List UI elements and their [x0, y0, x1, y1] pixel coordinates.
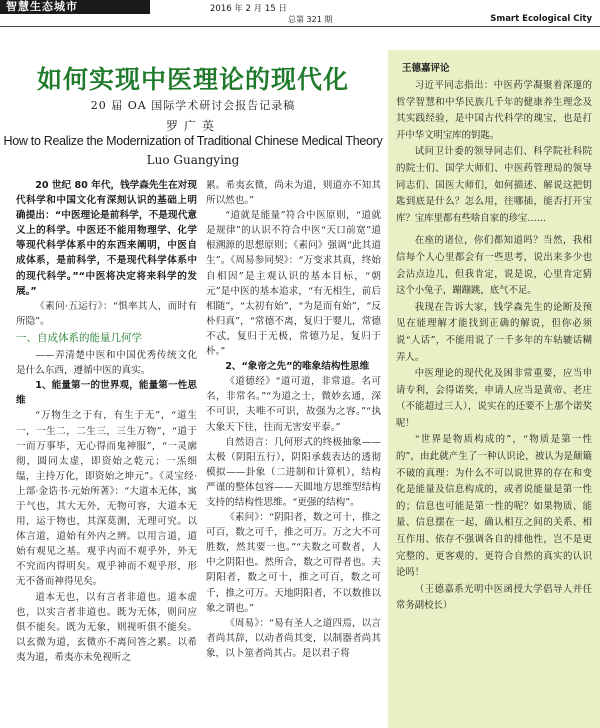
issue-date: 2016 年 2 月 15 日 [210, 4, 287, 14]
section-heading: 一、自成体系的能量几何学 [16, 331, 142, 344]
article-title-en: How to Realize the Modernization of Traditional Chinese Medical Theory [3, 134, 383, 148]
author-cn: 罗广英 [165, 119, 220, 133]
author-note: （王德嘉系光明中医函授大学倡导人并任常务副校长） [396, 583, 592, 612]
paragraph: 试问卫计委的领导同志们、科学院社科院的院士们、国学大师们、中医药管理局的领导同志们、国医大师们，如何描述、解说这把钥匙到底是什么？怎么用，往哪插，能否打开宝库？宝库里都有些啥自家的珍宝…… [396, 146, 592, 224]
paragraph: 《素问》：“阴阳者，数之可十，推之可百，数之可千，推之可万。万之大不可胜数，然其要一也。”“夫数之可数者，人中之阴阳也。然所合，数之可得者也。夫阴阳者，数之可十，推之可百，数之可千，推之可万。天地阴阳者，不以数推以象之谓也。” [206, 512, 381, 614]
paragraph: “道就是能量”符合中医原则，“道就是规律”的认识不符合中医“天口前宽”道根溯源的思想原则；《素问》强调“此其道生”。《周易参同契》：“万变求其真，终始自相因”是主观认识的基本目标，“朝元”是中医的基本追求，“有无相生，前后相随”，“太初有始”，“为是而有始”，“反朴归真”，“常德不离，复归于婴儿，常德不忒，复归于无极，常德乃足，复归于朴。” [206, 210, 381, 358]
article-subtitle: 20 届 OA 国际学术研讨会报告记录稿 [90, 99, 296, 112]
paragraph: 《道德经》“道可道，非常道。名可名，非常名。”“为道之士，微妙玄通，深不可识，夫唯不可识，故强为之容。”“执大象天下往，往而无害安平泰。” [206, 376, 381, 433]
paragraph: 在座的诸位，你们都知道吗？当然，我相信每个人心里都会有一些思考，说出来多少也会沾点边儿，但我肯定，说是说，心里肯定猜这个小兔子，蹦蹦跳，底气不足。 [396, 235, 592, 297]
subsection-heading: 2、“象帝之先”的唯象结构性思维 [225, 361, 370, 373]
paragraph: 《周易》：“易有圣人之道四焉，以言者尚其辞，以动者尚其变，以制器者尚其象，以卜筮者尚其占。是以君子将 [206, 617, 381, 659]
author-en: Luo Guangying [146, 153, 240, 167]
paragraph: 《素问·五运行》：“惧率其人，而时有所隐”。 [16, 300, 197, 327]
masthead: 智慧生态城市 [0, 0, 150, 14]
subsection-heading: 1、能量第一的世界观，能量第一性思维 [16, 380, 197, 407]
paragraph: 我现在告诉大家，钱学森先生的论断及预见在能理解才能找到正确的解说，但你必须说“人话”，不能用说了一千多年的车轱辘话糊弄人。 [396, 301, 592, 363]
commentary-heading: 王德嘉评论 [402, 63, 450, 74]
article-column-1 [16, 178, 197, 723]
header-rule [0, 26, 600, 27]
paragraph: ——弄清楚中医和中国优秀传统文化是什么东西，遵循中医的真实。 [16, 350, 197, 377]
paragraph: 累。希夷玄微，尚未为道，则道亦不知其所以然也。” [206, 180, 381, 207]
paragraph: 中医理论的现代化及困非常重要，应当申请专利，会得诺奖，申请人应当是黄帝、老庄（不能超过三人），说实在的还要不上那个诺奖呢！ [396, 368, 592, 429]
article-column-2 [206, 178, 381, 723]
article-title: 如何实现中医理论的现代化 [36, 65, 349, 94]
paragraph: “万物生之于有，有生于无”，“道生一，一生二，二生三，三生万物”，“道于一而万事毕，无心得而鬼神服”，“一灵廓彻，圆同太虚，即资始之乾元；一炁细缊，主持万化，即资始之坤元”。《灵宝经·上部·金诰书·元始所著》：“大道本无体，寓于气也，其大无外，无物可容，大道本无用，运于物也，其深莫测，无理可究。以体言道，道始有外内之辨。以用言道，道始有观见之基。观乎内而不观乎外，外无不究而内得明矣。观乎神而不观乎形，形无不备而神得见矣。 [16, 410, 197, 588]
paragraph: 20 世纪 80 年代，钱学森先生在对现代科学和中国文化有深刻认识的基础上明确提出：“中医理论是前科学，不是现代意义上的科学。中医还不能用物理学、化学等现代科学体系中的东西来阐明，中医自成体系，是前科学，不是现代科学体系中的现代科学。”“中医将决定将来科学的发展。” [16, 180, 197, 297]
issue-number: 总第 321 期 [288, 15, 333, 24]
paragraph: 习近平同志指出：中医药学凝聚着深邃的哲学智慧和中华民族几千年的健康养生理念及其实践经验，是中国古代科学的瑰宝，也是打开中华文明宝库的钥匙。 [396, 80, 592, 141]
paragraph: 自然语言：几何形式的终极抽象——太极（阴阳五行），阴阳承载表达的透彻模拟——卦象（二进制和计算机），结构严谨的整体包容——天圆地方思维型结构支持的结构性思维。“更强的结构”。 [206, 436, 381, 508]
paragraph: 道本无也，以有言者非道也。道本虚也，以实言者非道也。既为无体，则问应俱不能矣。既为无象，则视听俱不能矣。以玄微为道，玄微亦不离问答之累。以希夷为道，希夷亦未免视听之 [16, 591, 197, 663]
paper-name: Smart Ecological City [490, 14, 592, 24]
paragraph: “世界是物质构成的”，“物质是第一性的”，由此就产生了一种认识论，被认为是颠簸不破的真理：为什么不可以说世界的存在和变化是能量及信息构成的，或者说能量是第一性的；信息也可能是第一性的呢？如果物质、能量、信息摆在一起，确认相互之间的关系、相互作用、依存不强调各自的排他性，岂不是更完整的、更客观的、更符合自然的真实的认识论吗！ [396, 434, 592, 579]
page-header [0, 0, 600, 24]
commentary-column [396, 78, 592, 728]
